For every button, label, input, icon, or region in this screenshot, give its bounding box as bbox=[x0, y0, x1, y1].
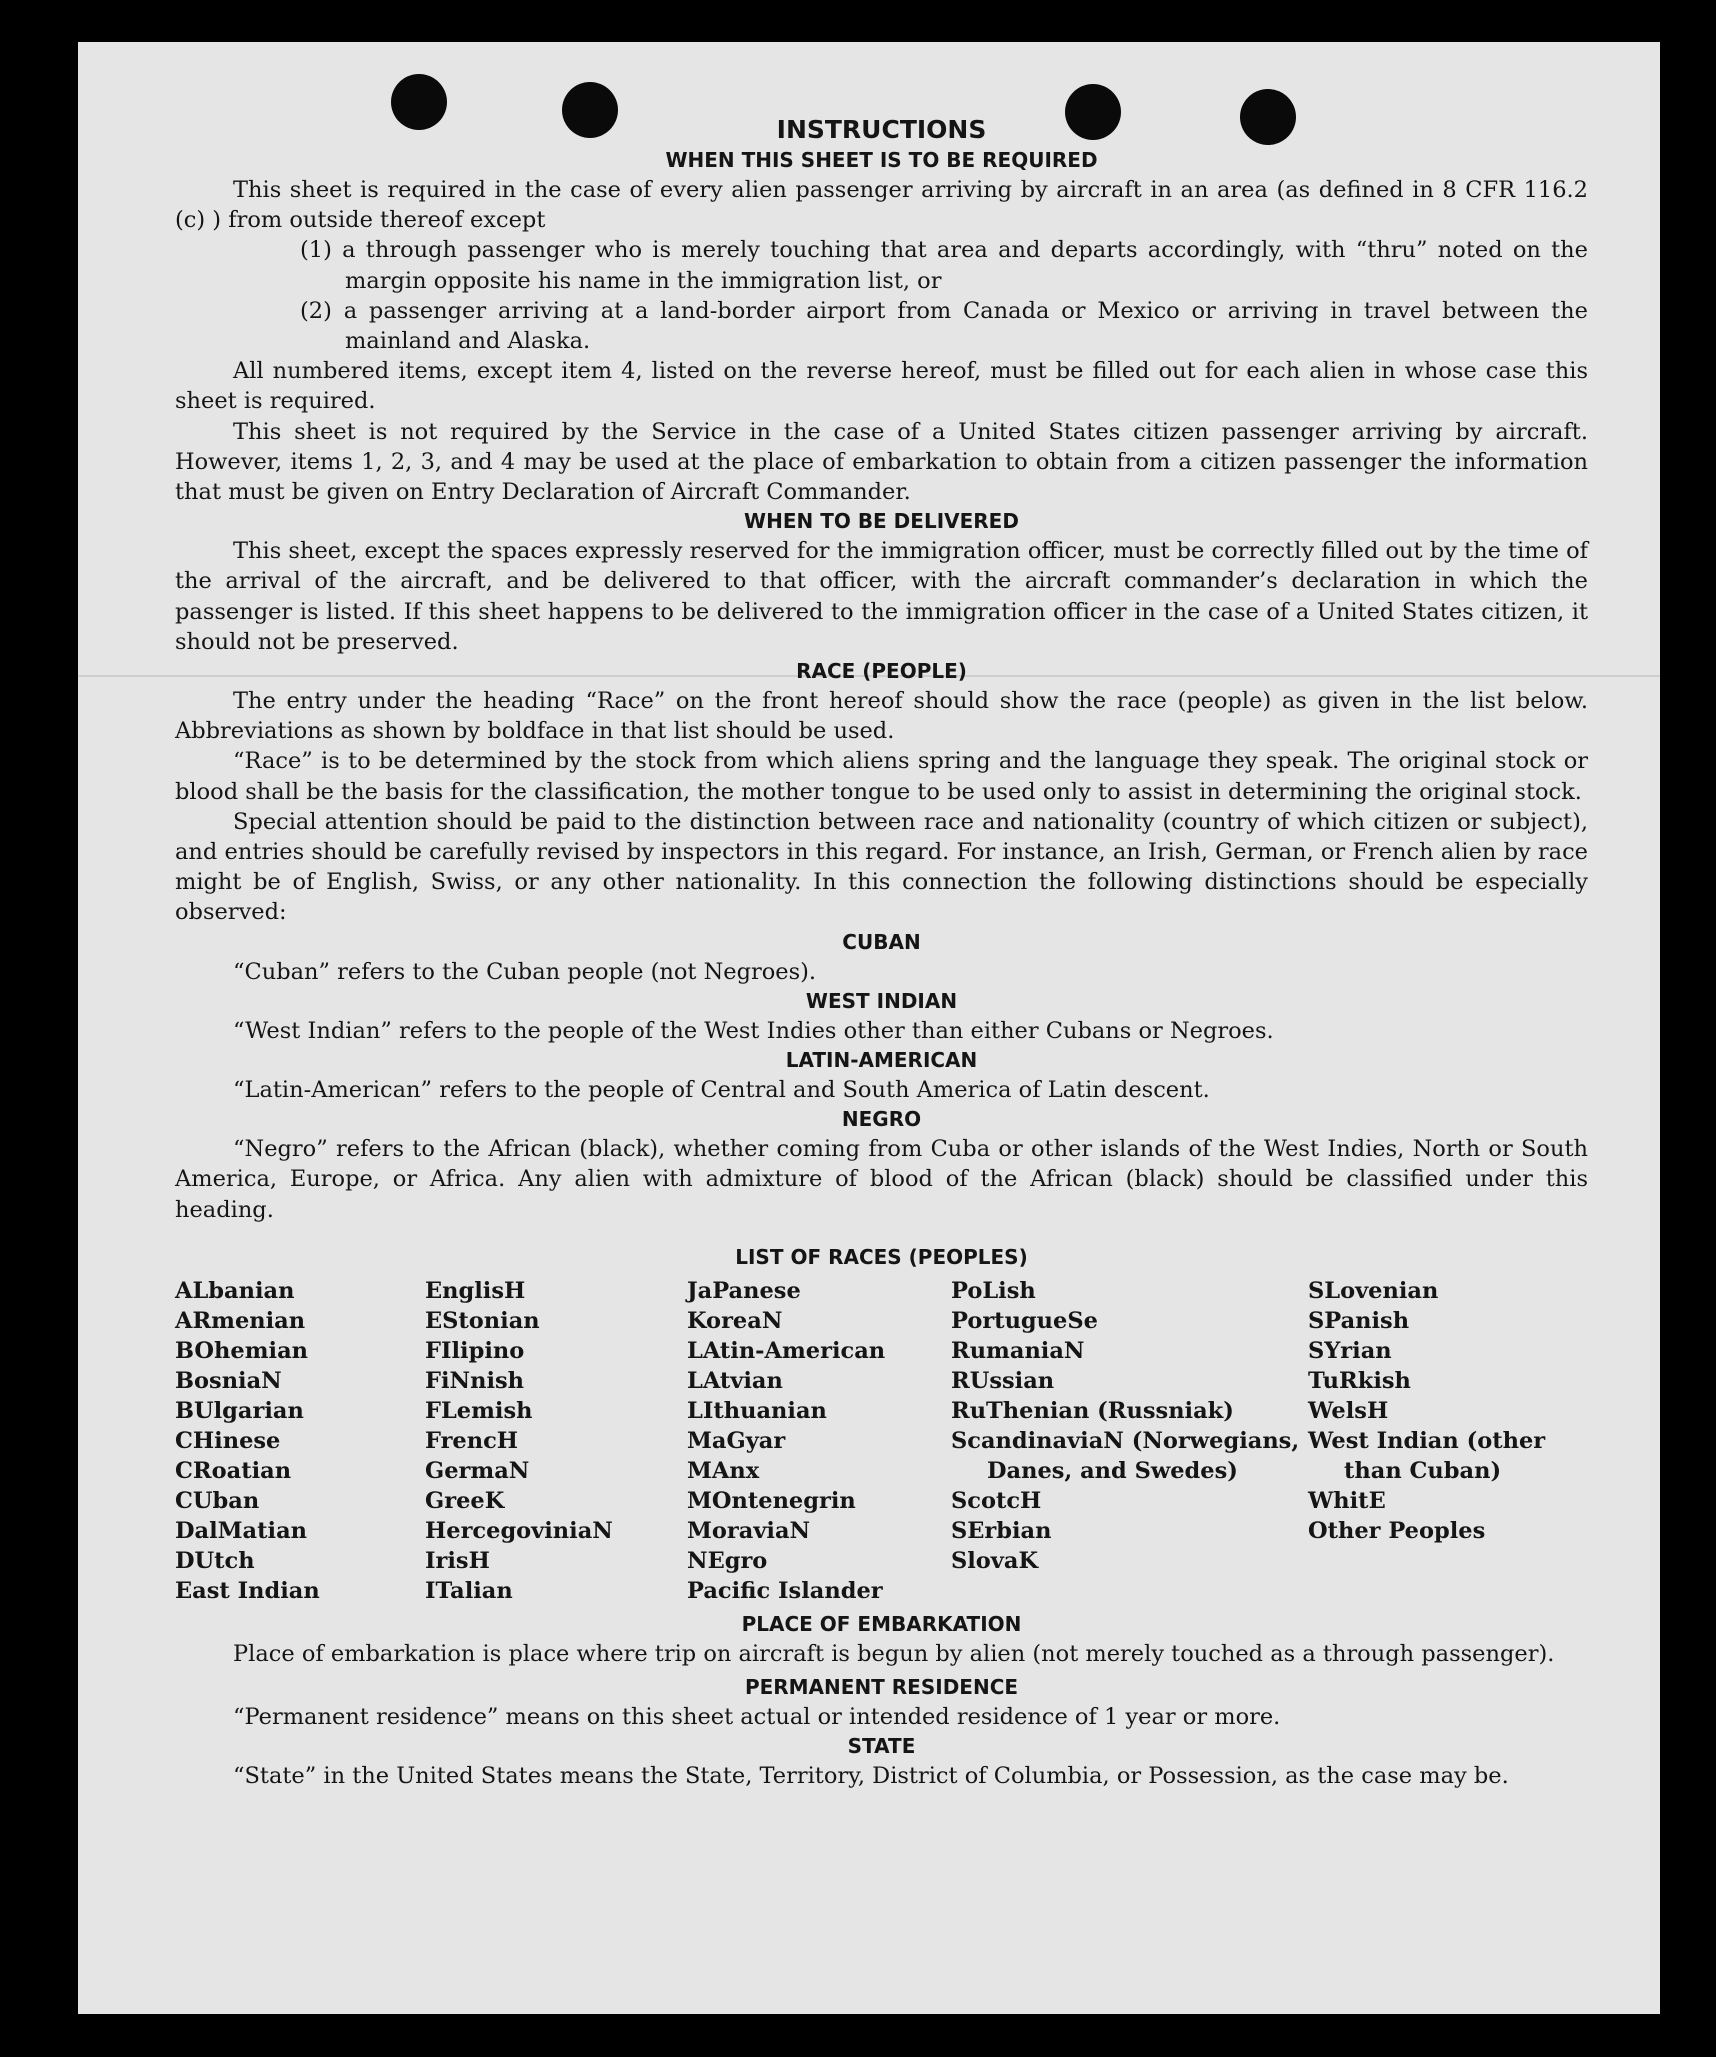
race-entry: KoreaN bbox=[687, 1307, 783, 1334]
race-entry: SLovenian bbox=[1308, 1277, 1439, 1304]
paragraph: Place of embarkation is place where trip on aircraft is begun by alien (not merely touched as a through passenger). bbox=[233, 1640, 1555, 1667]
paragraph: This sheet is required in the case of every alien passenger arriving by aircraft in an area (as defined in 8 CFR 116.2 (c) ) from outside thereof except bbox=[175, 177, 1588, 234]
race-entry: EStonian bbox=[425, 1307, 540, 1334]
race-entry: TuRkish bbox=[1308, 1367, 1411, 1394]
race-entry: East Indian bbox=[175, 1577, 320, 1604]
paragraph: Special attention should be paid to the distinction between race and nationality (country of which citizen or subject), and entries should be carefully revised by inspectors in this regard. For instance, an Irish, German, or French alien by race might be of English, Swiss, or any other nationality. In this connection the following distinctions should be especially observed: bbox=[175, 808, 1588, 926]
race-entry: CHinese bbox=[175, 1427, 281, 1454]
race-entry: ScandinaviaN (Norwegians, Danes, and Swedes) bbox=[951, 1427, 1300, 1484]
exception-item: (2) a passenger arriving at a land-border airport from Canada or Mexico or arriving in travel between the mainland and Alaska. bbox=[300, 297, 1588, 355]
race-entry: ITalian bbox=[425, 1577, 513, 1604]
race-entry: MaGyar bbox=[687, 1427, 786, 1454]
race-entry: MAnx bbox=[687, 1457, 760, 1484]
paragraph: “Latin-American” refers to the people of Central and South America of Latin descent. bbox=[233, 1077, 1210, 1104]
section-heading: LATIN-AMERICAN bbox=[785, 1048, 978, 1073]
races-list bbox=[175, 1276, 1588, 1606]
paragraph: “Cuban” refers to the Cuban people (not Negroes). bbox=[233, 958, 817, 985]
race-entry: SPanish bbox=[1308, 1307, 1410, 1334]
paragraph: “West Indian” refers to the people of the West Indies other than either Cubans or Negroes. bbox=[233, 1017, 1274, 1044]
race-entry: EnglisH bbox=[425, 1277, 526, 1304]
race-entry: Other Peoples bbox=[1308, 1517, 1486, 1544]
section-heading: WHEN THIS SHEET IS TO BE REQUIRED bbox=[665, 148, 1098, 172]
section-heading: LIST OF RACES (PEOPLES) bbox=[735, 1244, 1028, 1269]
race-entry: MOntenegrin bbox=[687, 1487, 856, 1514]
section-heading: NEGRO bbox=[841, 1107, 922, 1132]
race-entry: GreeK bbox=[425, 1487, 505, 1514]
race-entry: RUssian bbox=[951, 1367, 1055, 1394]
race-entry: GermaN bbox=[425, 1457, 530, 1484]
race-entry: CRoatian bbox=[175, 1457, 292, 1484]
race-entry: BUlgarian bbox=[175, 1397, 304, 1424]
race-entry: SlovaK bbox=[951, 1547, 1039, 1574]
paragraph: “Permanent residence” means on this sheet actual or intended residence of 1 year or more. bbox=[233, 1704, 1281, 1731]
race-entry: WelsH bbox=[1308, 1397, 1389, 1424]
paragraph: All numbered items, except item 4, listed on the reverse hereof, must be filled out for each alien in whose case this sheet is required. bbox=[175, 358, 1588, 415]
race-entry: JaPanese bbox=[687, 1277, 801, 1304]
race-entry: FLemish bbox=[425, 1397, 533, 1424]
races-column bbox=[175, 1276, 425, 1606]
race-entry: MoraviaN bbox=[687, 1517, 811, 1544]
race-entry: LAtvian bbox=[687, 1367, 783, 1394]
race-entry: ALbanian bbox=[175, 1277, 295, 1304]
races-column bbox=[687, 1276, 951, 1606]
race-entry: ARmenian bbox=[175, 1307, 306, 1334]
race-entry: PortugueSe bbox=[951, 1307, 1098, 1334]
races-column bbox=[425, 1276, 687, 1606]
race-entry: BosniaN bbox=[175, 1367, 282, 1394]
race-entry: DalMatian bbox=[175, 1517, 308, 1544]
section-heading: RACE (PEOPLE) bbox=[796, 659, 967, 684]
page-title: INSTRUCTIONS bbox=[776, 115, 987, 144]
race-entry: NEgro bbox=[687, 1547, 768, 1574]
race-entry: FiNnish bbox=[425, 1367, 525, 1394]
race-entry: CUban bbox=[175, 1487, 260, 1514]
paragraph: “Race” is to be determined by the stock from which aliens spring and the language they speak. The original stock or blood shall be the basis for the classification, the mother tongue to be used only to assist in determining the original stock. bbox=[175, 748, 1588, 805]
section-heading: WHEN TO BE DELIVERED bbox=[744, 509, 1019, 534]
races-column bbox=[951, 1276, 1308, 1606]
race-entry: BOhemian bbox=[175, 1337, 309, 1364]
races-column bbox=[1308, 1276, 1578, 1606]
section-heading: STATE bbox=[847, 1734, 916, 1759]
paragraph: “State” in the United States means the State, Territory, District of Columbia, or Possession, as the case may be. bbox=[233, 1763, 1509, 1790]
document-page bbox=[78, 42, 1660, 2014]
race-entry: PoLish bbox=[951, 1277, 1036, 1304]
section-heading: PERMANENT RESIDENCE bbox=[744, 1675, 1019, 1700]
race-entry: SErbian bbox=[951, 1517, 1052, 1544]
race-entry: RumaniaN bbox=[951, 1337, 1085, 1364]
race-entry: LAtin-American bbox=[687, 1337, 886, 1364]
race-entry: LIthuanian bbox=[687, 1397, 827, 1424]
race-entry: HercegoviniaN bbox=[425, 1517, 613, 1544]
race-entry: FrencH bbox=[425, 1427, 519, 1454]
paragraph: This sheet is not required by the Service in the case of a United States citizen passenger arriving by aircraft. However, items 1, 2, 3, and 4 may be used at the place of embarkation to obtain from a citizen passenger the information that must be given on Entry Declaration of Aircraft Commander. bbox=[175, 418, 1588, 506]
race-entry: Pacific Islander bbox=[687, 1577, 883, 1604]
exception-item: (1) a through passenger who is merely touching that area and departs accordingly, with “thru” noted on the margin opposite his name in the immigration list, or bbox=[300, 237, 1588, 294]
section-heading: CUBAN bbox=[842, 929, 921, 954]
race-entry: DUtch bbox=[175, 1547, 255, 1574]
race-entry: IrisH bbox=[425, 1547, 490, 1574]
race-entry: ScotcH bbox=[951, 1487, 1042, 1514]
paragraph: “Negro” refers to the African (black), whether coming from Cuba or other islands of the West Indies, North or South America, Europe, or Africa. Any alien with admixture of blood of the African (black) should be classified under this heading. bbox=[175, 1136, 1588, 1223]
race-entry: SYrian bbox=[1308, 1337, 1392, 1364]
section-heading: WEST INDIAN bbox=[805, 988, 958, 1013]
race-entry: FIlipino bbox=[425, 1337, 525, 1364]
paragraph: This sheet, except the spaces expressly reserved for the immigration officer, must be correctly filled out by the time of the arrival of the aircraft, and be delivered to that officer, with the aircraft commander’s declaration in which the passenger is listed. If this sheet happens to be delivered to the immigration officer in the case of a United States citizen, it should not be preserved. bbox=[175, 538, 1588, 655]
race-entry: RuThenian (Russniak) bbox=[951, 1397, 1234, 1424]
paragraph: The entry under the heading “Race” on the front hereof should show the race (people) as given in the list below. Abbreviations as shown by boldface in that list should be used. bbox=[175, 688, 1588, 745]
instructions-text bbox=[175, 114, 1588, 1792]
race-entry: West Indian (other than Cuban) bbox=[1308, 1427, 1546, 1484]
section-heading: PLACE OF EMBARKATION bbox=[741, 1611, 1022, 1636]
race-entry: WhitE bbox=[1308, 1487, 1386, 1514]
